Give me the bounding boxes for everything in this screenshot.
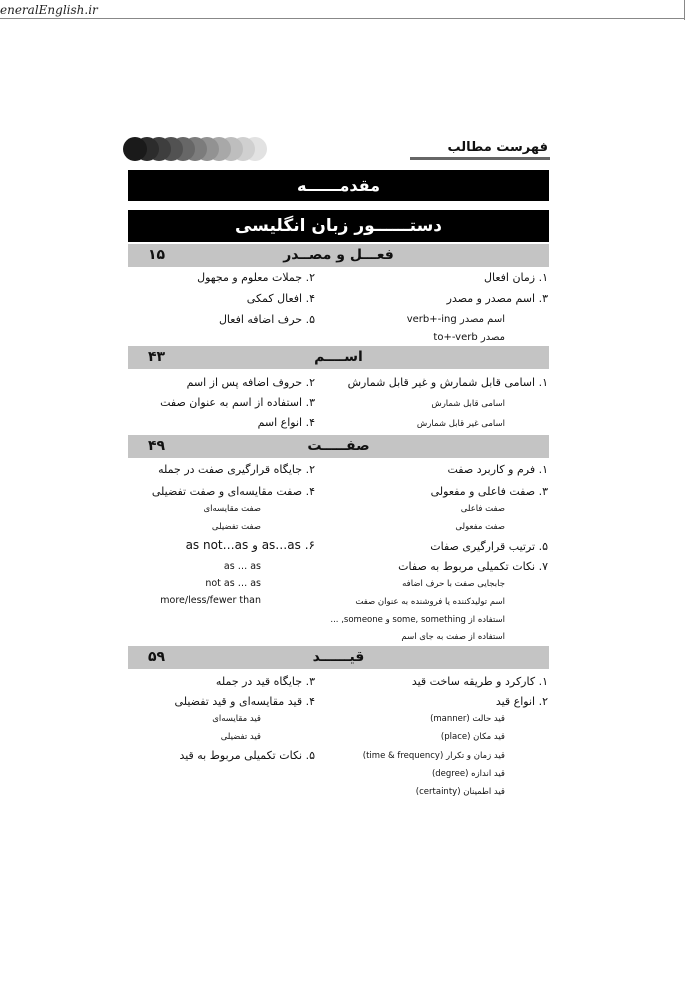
section-header-adverb[interactable] xyxy=(128,646,549,669)
toc-entry[interactable]: ۶. as…as و as not…as xyxy=(185,538,315,552)
toc-subentry[interactable]: as … as xyxy=(223,561,261,572)
section-title: صفـــــت xyxy=(307,438,370,454)
toc-entry[interactable]: ۳. صفت فاعلی و مفعولی xyxy=(430,485,548,498)
section-page-number: ۱۵ xyxy=(148,247,166,263)
decorative-circles xyxy=(123,137,268,161)
toc-entry[interactable]: ۳. جایگاه قید در جمله xyxy=(215,675,315,688)
toc-entry[interactable]: ۷. نکات تکمیلی مربوط به صفات xyxy=(398,560,548,573)
toc-subentry[interactable]: استفاده از some, something و someone, ... xyxy=(330,615,505,625)
toc-subentry[interactable]: صفت تفضیلی xyxy=(211,522,261,532)
toc-subentry[interactable]: صفت فاعلی xyxy=(460,504,505,514)
toc-entry[interactable]: ۱. زمان افعال xyxy=(483,271,548,284)
toc-entry[interactable]: ۵. ترتیب قرارگیری صفات xyxy=(430,540,548,553)
toc-subentry[interactable]: more/less/fewer than xyxy=(160,595,261,606)
toc-entry[interactable]: ۵. نکات تکمیلی مربوط به قید xyxy=(179,749,315,762)
toc-entry[interactable]: ۵. حرف اضافه افعال xyxy=(218,313,315,326)
toc-subentry[interactable]: اسم مصدر verb+-ing xyxy=(406,314,505,325)
grammar-banner: دستــــــور زبان انگلیسی xyxy=(128,210,549,242)
section-page-number: ۴۹ xyxy=(148,438,166,454)
site-watermark: eneralEnglish.ir xyxy=(0,3,98,17)
toc-heading: فهرست مطالب xyxy=(447,140,548,155)
toc-heading-underline xyxy=(410,157,550,160)
intro-banner[interactable]: مقدمــــــه xyxy=(128,170,549,201)
toc-subentry[interactable]: جابجایی صفت با حرف اضافه xyxy=(402,579,505,589)
toc-subentry[interactable]: مصدر to+-verb xyxy=(433,332,505,343)
section-page-number: ۵۹ xyxy=(148,649,166,665)
toc-subentry[interactable]: قید اندازه (degree) xyxy=(431,769,505,779)
toc-entry[interactable]: ۴. انواع اسم xyxy=(257,416,315,429)
toc-entry[interactable]: ۲. انواع قید xyxy=(495,695,548,708)
toc-subentry[interactable]: قید تفضیلی xyxy=(220,732,261,742)
toc-entry[interactable]: ۳. استفاده از اسم به عنوان صفت xyxy=(160,396,315,409)
toc-entry[interactable]: ۲. جایگاه قرارگیری صفت در جمله xyxy=(158,463,315,476)
toc-entry[interactable]: ۱. اسامی قابل شمارش و غیر قابل شمارش xyxy=(347,376,548,389)
section-title: اســــم xyxy=(314,349,363,365)
toc-entry[interactable]: ۴. قید مقایسه‌ای و قید تفضیلی xyxy=(174,695,315,708)
toc-subentry[interactable]: قید اطمینان (certainty) xyxy=(415,787,505,797)
toc-entry[interactable]: ۴. صفت مقایسه‌ای و صفت تفضیلی xyxy=(151,485,315,498)
section-header-adjective[interactable] xyxy=(128,435,549,458)
toc-entry[interactable]: ۳. اسم مصدر و مصدر xyxy=(446,292,548,305)
toc-subentry[interactable]: صفت مقایسه‌ای xyxy=(203,504,261,514)
section-header-verb[interactable] xyxy=(128,244,549,267)
section-title: فعـــل و مصــدر xyxy=(283,247,394,263)
toc-subentry[interactable]: قید مقایسه‌ای xyxy=(212,714,261,724)
toc-subentry[interactable]: not as … as xyxy=(205,578,261,589)
section-page-number: ۴۳ xyxy=(148,349,166,365)
toc-subentry[interactable]: قید مکان (place) xyxy=(440,732,505,742)
toc-entry[interactable]: ۲. جملات معلوم و مجهول xyxy=(197,271,315,284)
toc-subentry[interactable]: استفاده از صفت به جای اسم xyxy=(401,632,505,642)
toc-entry[interactable]: ۱. کارکرد و طریقه ساخت قید xyxy=(411,675,548,688)
toc-subentry[interactable]: قید زمان و تکرار (time & frequency) xyxy=(362,751,505,761)
toc-subentry[interactable]: اسامی غیر قابل شمارش xyxy=(416,419,505,429)
section-header-noun[interactable] xyxy=(128,346,549,369)
toc-entry[interactable]: ۴. افعال کمکی xyxy=(246,292,315,305)
toc-subentry[interactable]: صفت مفعولی xyxy=(455,522,505,532)
gradient-circle xyxy=(123,137,147,161)
toc-subentry[interactable]: اسامی قابل شمارش xyxy=(431,399,505,409)
toc-entry[interactable]: ۱. فرم و کاربرد صفت xyxy=(447,463,548,476)
toc-subentry[interactable]: اسم تولیدکننده یا فروشنده به عنوان صفت xyxy=(355,597,505,607)
top-border-line xyxy=(0,18,685,19)
toc-entry[interactable]: ۲. حروف اضافه پس از اسم xyxy=(186,376,315,389)
section-title: قیــــــد xyxy=(312,649,365,665)
toc-subentry[interactable]: قید حالت (manner) xyxy=(430,714,505,724)
